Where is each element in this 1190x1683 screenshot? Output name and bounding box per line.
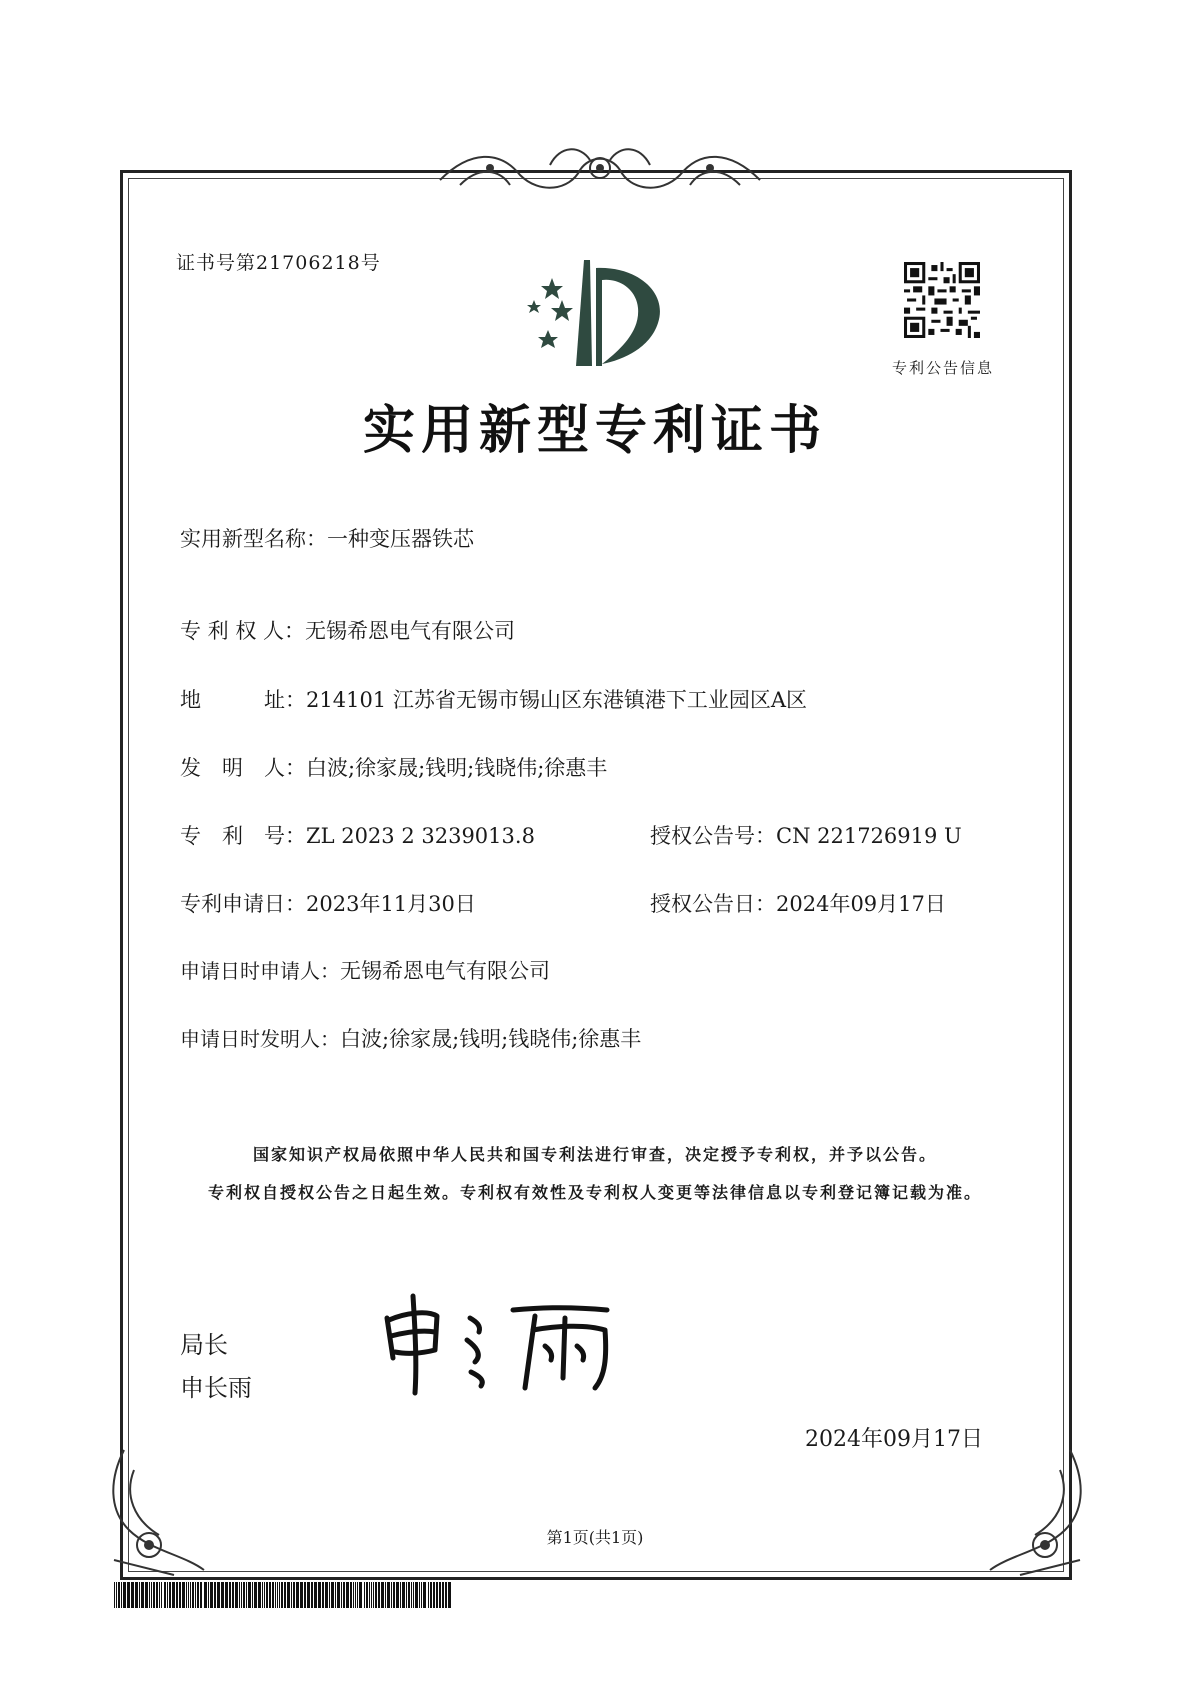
field-label: 专利申请日： [180,892,306,916]
field-value: 白波;徐家晟;钱明;钱晓伟;徐惠丰 [340,1027,642,1051]
corner-ornament-bottom-left [104,1440,214,1580]
field-value: 2024年09月17日 [776,892,946,916]
corner-ornament-bottom-right [980,1440,1090,1580]
barcode [114,1582,454,1608]
certificate-number: 证书号第21706218号 [176,252,381,274]
field-value: 一种变压器铁芯 [327,527,474,551]
cnipa-logo [518,248,688,368]
director-title: 局长 [180,1331,228,1359]
page-title: 实用新型专利证书 [362,400,827,461]
field-value: 无锡希恩电气有限公司 [305,619,516,643]
field-inventor-at-filing [180,1023,641,1053]
field-utility-model-name [180,523,474,553]
field-patent-number [180,820,535,850]
qr-caption: 专利公告信息 [891,359,994,377]
field-patentee [180,615,515,645]
field-applicant-at-filing [180,955,550,985]
field-grant-publication-date [650,888,946,918]
field-label: 授权公告日： [650,892,776,916]
field-label: 申请日时发明人： [180,1027,340,1051]
field-label: 授权公告号： [650,824,776,848]
field-label: 专 利 权 人： [180,619,306,643]
field-address [180,684,807,714]
field-label: 专 利 号： [180,824,306,848]
field-label: 实用新型名称： [180,527,327,551]
qr-code[interactable] [904,262,980,338]
field-label: 地 址： [180,688,306,712]
field-value: CN 221726919 U [776,824,962,848]
field-value: 白波;徐家晟;钱明;钱晓伟;徐惠丰 [306,756,608,780]
field-value: 2023年11月30日 [306,892,476,916]
top-ornament [430,140,770,200]
field-value: 无锡希恩电气有限公司 [340,959,550,983]
field-value: 214101 江苏省无锡市锡山区东港镇港下工业园区A区 [306,688,808,712]
field-label: 申请日时申请人： [180,959,340,983]
director-name: 申长雨 [180,1374,252,1402]
field-label: 发 明 人： [180,756,306,780]
signature-date: 2024年09月17日 [805,1427,983,1452]
director-signature [375,1288,625,1398]
field-grant-publication-number [650,820,962,850]
field-application-date [180,888,476,918]
field-inventor [180,752,607,782]
notice-line-1: 国家知识产权局依照中华人民共和国专利法进行审查，决定授予专利权，并予以公告。 [252,1145,937,1164]
notice-line-2: 专利权自授权公告之日起生效。专利权有效性及专利权人变更等法律信息以专利登记簿记载为准。 [207,1183,982,1202]
page-number: 第1页(共1页) [546,1528,644,1547]
field-value: ZL 2023 2 3239013.8 [306,824,535,848]
